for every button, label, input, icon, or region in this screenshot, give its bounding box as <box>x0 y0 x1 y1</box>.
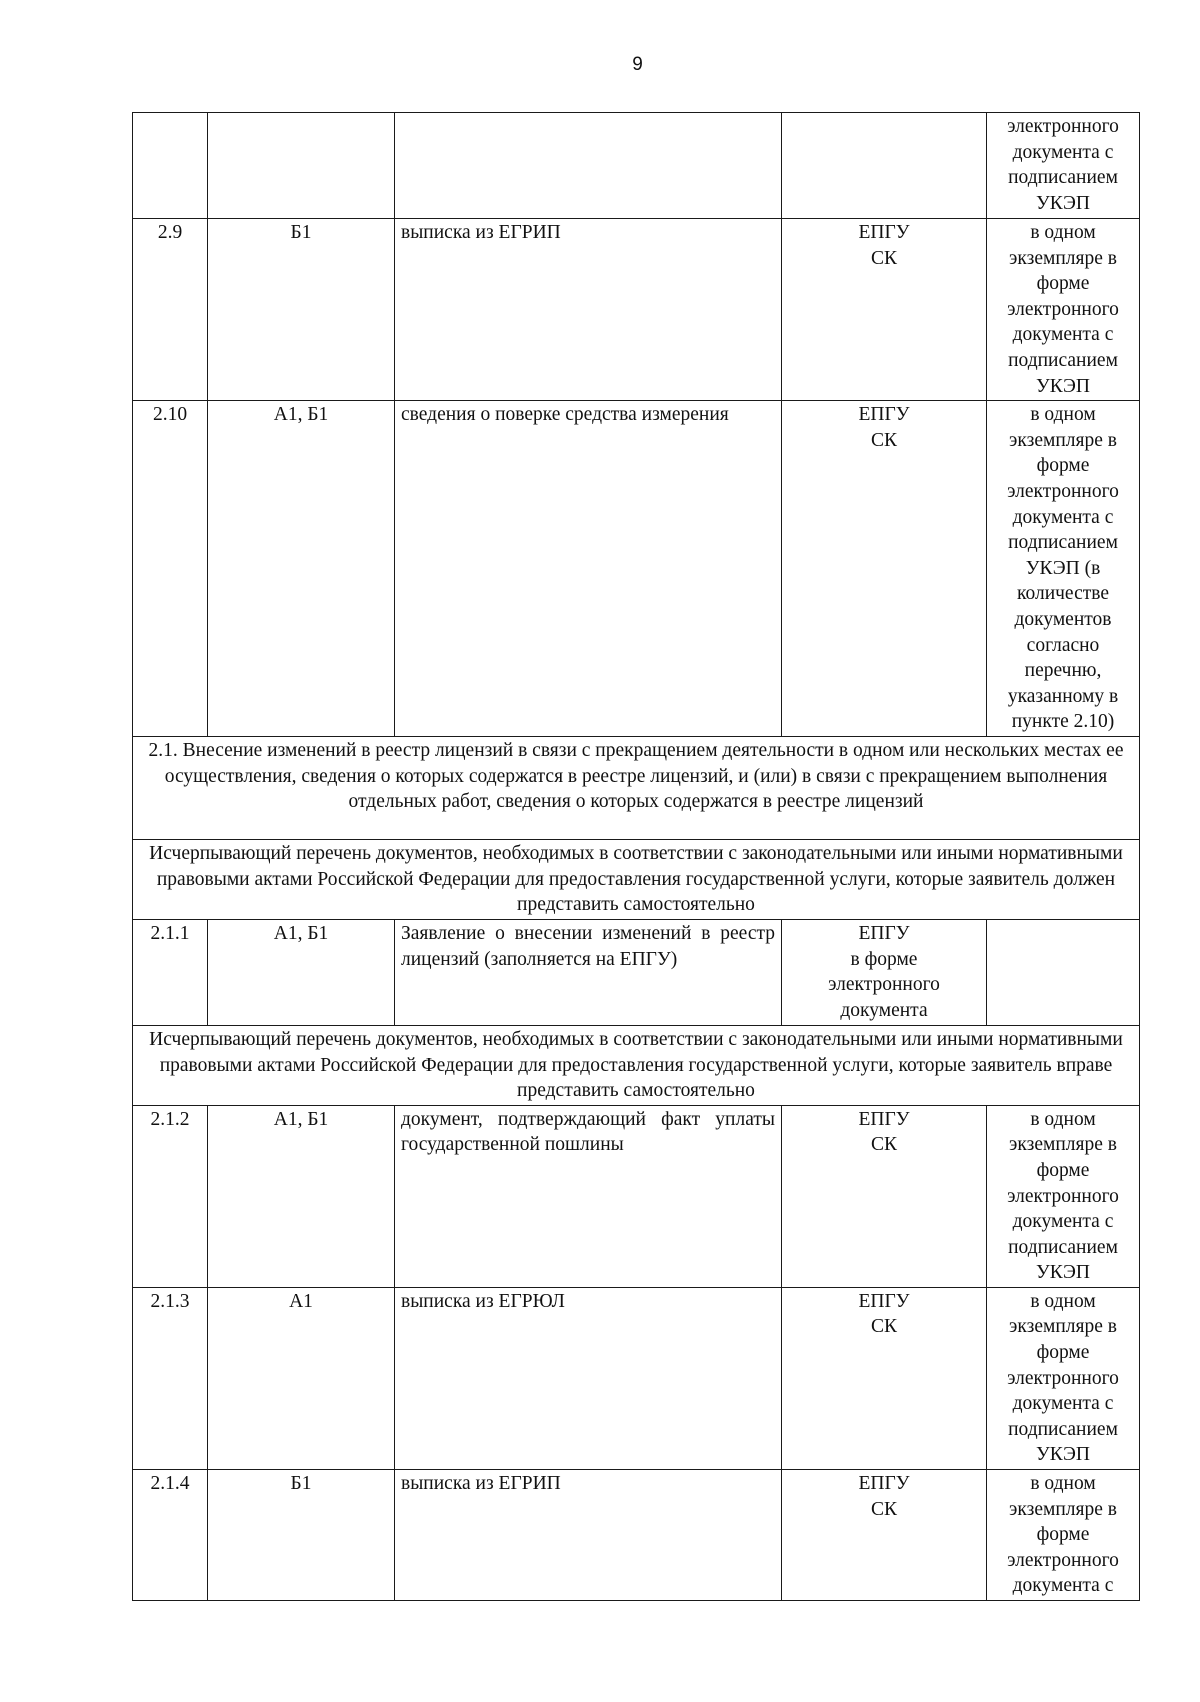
document-name: Заявление о внесении изменений в реестр лицензий (заполняется на ЕПГУ) <box>395 919 782 1025</box>
document-name: документ, подтверждающий факт уплаты государственной пошлины <box>395 1105 782 1287</box>
subheader-row <box>133 1025 1140 1105</box>
document-form-line: в одном <box>1030 1290 1096 1312</box>
row-number: 2.10 <box>133 401 208 737</box>
submission-method-line: СК <box>870 1134 897 1156</box>
submission-method <box>782 1470 987 1601</box>
submission-method <box>782 1287 987 1469</box>
submission-method <box>782 1105 987 1287</box>
document-form-line: форме <box>1036 1524 1090 1546</box>
row-number: 2.1.3 <box>133 1287 208 1469</box>
submission-method-line: СК <box>870 429 897 451</box>
document-form-line: подписанием <box>1008 1418 1118 1440</box>
document-form <box>987 113 1140 219</box>
document-form-line: подписанием <box>1008 349 1118 371</box>
document-form-line: УКЭП <box>1035 375 1090 397</box>
row-number: 2.9 <box>133 219 208 401</box>
table-row <box>133 1470 1140 1601</box>
document-form-line: документа с <box>1012 1393 1114 1415</box>
document-form-line: документа с <box>1012 141 1114 163</box>
submission-method-line: ЕПГУ <box>858 1473 910 1495</box>
document-form-line: форме <box>1036 1342 1090 1364</box>
table-row <box>133 401 1140 737</box>
list-subheader: Исчерпывающий перечень документов, необходимых в соответствии с законодательными или иными нормативными правовыми актами Российской Федерации для предоставления государственной услуги, которые заявитель должен представить самостоятельно <box>133 840 1140 920</box>
documents-table-body <box>133 113 1140 1601</box>
applicant-category: А1, Б1 <box>208 1105 395 1287</box>
document-form-line: УКЭП <box>1035 192 1090 214</box>
document-form-line: электронного <box>1007 1185 1119 1207</box>
applicant-category: А1, Б1 <box>208 401 395 737</box>
document-form-line: подписанием <box>1008 532 1118 554</box>
submission-method-line: ЕПГУ <box>858 1108 910 1130</box>
submission-method-line: СК <box>870 247 897 269</box>
table-row <box>133 113 1140 219</box>
document-form-line: экземпляре в <box>1009 1498 1117 1520</box>
submission-method <box>782 113 987 219</box>
table-row <box>133 1287 1140 1469</box>
document-form <box>987 401 1140 737</box>
document-form-line: электронного <box>1007 480 1119 502</box>
submission-method-line: электронного <box>828 974 940 996</box>
document-form-line: УКЭП <box>1035 1444 1090 1466</box>
document-form-line: форме <box>1036 1159 1090 1181</box>
document-form-line: форме <box>1036 273 1090 295</box>
section-title: 2.1. Внесение изменений в реестр лицензий в связи с прекращением деятельности в одном или нескольких местах ее осуществления, сведения о которых содержатся в реестре лицензий, и (или) в связи с прекращением выполнения отдельных работ, сведения о которых содержатся в реестре лицензий <box>133 737 1140 840</box>
submission-method-line: ЕПГУ <box>858 404 910 426</box>
document-form <box>987 219 1140 401</box>
document-form-line: электронного <box>1007 1549 1119 1571</box>
submission-method <box>782 401 987 737</box>
submission-method-line: ЕПГУ <box>858 922 910 944</box>
submission-method-line: в форме <box>850 948 918 970</box>
table-row <box>133 219 1140 401</box>
document-name <box>395 113 782 219</box>
document-form <box>987 1470 1140 1601</box>
document-form-line: документа с <box>1012 1211 1114 1233</box>
row-number: 2.1.2 <box>133 1105 208 1287</box>
document-form-line: в одном <box>1030 1108 1096 1130</box>
document-form-line: пункте 2.10) <box>1011 711 1115 733</box>
document-form-line: документа с <box>1012 1575 1114 1597</box>
document-name: выписка из ЕГРИП <box>395 219 782 401</box>
document-form-line: согласно <box>1026 634 1100 656</box>
section-row <box>133 737 1140 840</box>
document-form-line: документов <box>1014 608 1112 630</box>
document-name: сведения о поверке средства измерения <box>395 401 782 737</box>
submission-method <box>782 219 987 401</box>
document-form <box>987 1105 1140 1287</box>
document-form-line: перечню, <box>1024 660 1102 682</box>
document-form-line: в одном <box>1030 404 1096 426</box>
document-form-line: указанному в <box>1007 685 1119 707</box>
document-form-line: подписанием <box>1008 167 1118 189</box>
subheader-row <box>133 840 1140 920</box>
list-subheader: Исчерпывающий перечень документов, необходимых в соответствии с законодательными или иными нормативными правовыми актами Российской Федерации для предоставления государственной услуги, которые заявитель вправе представить самостоятельно <box>133 1025 1140 1105</box>
document-form-line: электронного <box>1007 298 1119 320</box>
document-form-line: в одном <box>1030 222 1096 243</box>
document-form-line: документа с <box>1012 506 1114 528</box>
document-form-line: экземпляре в <box>1009 429 1117 451</box>
row-number: 2.1.4 <box>133 1470 208 1601</box>
row-number: 2.1.1 <box>133 919 208 1025</box>
document-form-line: количестве <box>1016 583 1109 605</box>
document-form-line: электронного <box>1007 1367 1119 1389</box>
document-form-line: УКЭП (в <box>1025 557 1101 579</box>
document-form-line: экземпляре в <box>1009 1134 1117 1156</box>
document-form-line: документа с <box>1012 324 1114 346</box>
document-name: выписка из ЕГРЮЛ <box>395 1287 782 1469</box>
submission-method-line: СК <box>870 1498 897 1520</box>
documents-table <box>132 112 1140 1601</box>
document-form-line: электронного <box>1007 116 1119 137</box>
row-number <box>133 113 208 219</box>
applicant-category: Б1 <box>208 219 395 401</box>
applicant-category: Б1 <box>208 1470 395 1601</box>
document-name: выписка из ЕГРИП <box>395 1470 782 1601</box>
table-row <box>133 919 1140 1025</box>
table-row <box>133 1105 1140 1287</box>
applicant-category: А1, Б1 <box>208 919 395 1025</box>
applicant-category: А1 <box>208 1287 395 1469</box>
submission-method <box>782 919 987 1025</box>
document-form-line: УКЭП <box>1035 1262 1090 1284</box>
document-form-line: подписанием <box>1008 1236 1118 1258</box>
submission-method-line: ЕПГУ <box>858 222 910 243</box>
submission-method-line: ЕПГУ <box>858 1290 910 1312</box>
document-form <box>987 1287 1140 1469</box>
submission-method-line: документа <box>840 999 928 1021</box>
document-form-line: экземпляре в <box>1009 247 1117 269</box>
applicant-category <box>208 113 395 219</box>
page-number: 9 <box>632 54 643 75</box>
document-form-line: форме <box>1036 455 1090 477</box>
document-form-line: экземпляре в <box>1009 1316 1117 1338</box>
document-form <box>987 919 1140 1025</box>
submission-method-line: СК <box>870 1316 897 1338</box>
document-form-line: в одном <box>1030 1473 1096 1495</box>
